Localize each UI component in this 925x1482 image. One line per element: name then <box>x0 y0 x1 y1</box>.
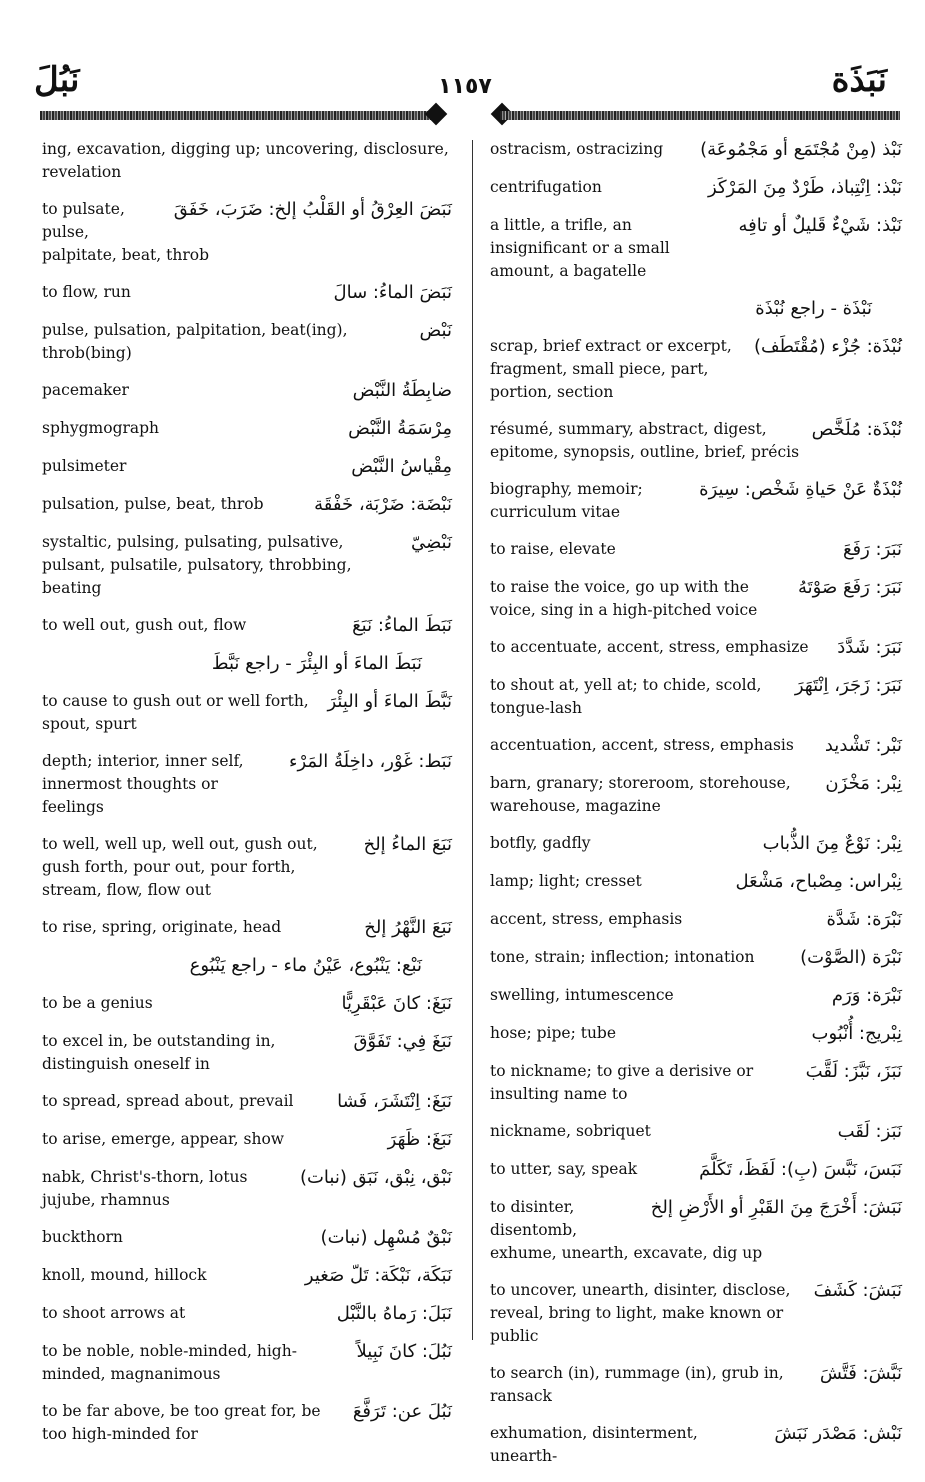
dictionary-entry <box>490 576 902 622</box>
dictionary-entry <box>42 750 452 819</box>
dictionary-entry <box>42 1030 452 1076</box>
english-definition: to shout at, yell at; to chide, scold, tongue-lash <box>490 676 762 717</box>
english-definition: knoll, mound, hillock <box>42 1266 207 1284</box>
english-definition: to shoot arrows at <box>42 1304 186 1322</box>
arabic-headword: نَبَرَ: شَدَّدَ <box>837 637 902 658</box>
arabic-headword: نَبُلَ: كانَ نَبِيلاً <box>356 1341 452 1362</box>
dictionary-entry <box>490 176 902 200</box>
dictionary-entry <box>42 1340 452 1386</box>
arabic-headword: نَبْرَة: شَدَّة <box>826 909 902 930</box>
arabic-headword: نَبَعَ النَّهْرُ إلخ <box>364 917 452 938</box>
dictionary-entry <box>42 138 452 184</box>
arabic-headword: نَبَزَ، نَبَّزَ: لَقَّبَ <box>805 1061 902 1082</box>
arabic-headword: نَبْض <box>419 320 452 341</box>
arabic-headword: نِبْر: مَخْزَن <box>825 773 902 794</box>
english-definition: sphygmograph <box>42 419 160 437</box>
english-definition: résumé, summary, abstract, digest, epitome, synopsis, outline, brief, précis <box>490 420 800 461</box>
dictionary-entry <box>42 493 452 517</box>
english-definition: accentuation, accent, stress, emphasis <box>490 736 794 754</box>
dictionary-entry <box>490 418 902 464</box>
arabic-headword: نَبَرَ: رَفَعَ <box>842 539 902 560</box>
dictionary-entry <box>42 1226 452 1250</box>
english-definition: to be a genius <box>42 994 153 1012</box>
arabic-headword: نَبْر: تَشْديد <box>824 735 902 756</box>
arabic-headword: مِقْياسُ النَّبْض <box>351 456 452 477</box>
ornament-diamond-left <box>425 103 448 126</box>
left-column <box>42 138 452 1460</box>
dictionary-entry <box>42 954 452 978</box>
english-definition: pulsation, pulse, beat, throb <box>42 495 264 513</box>
arabic-headword: نَبَضَ الماءُ: سالَ <box>333 282 452 303</box>
english-definition: hose; pipe; tube <box>490 1024 617 1042</box>
dictionary-entry <box>42 1166 452 1212</box>
dictionary-entry <box>490 870 902 894</box>
right-column <box>490 138 902 1482</box>
arabic-headword: نَبَشَ: كَشَفَ <box>813 1280 902 1301</box>
english-definition: to be noble, noble-minded, high-minded, magnanimous <box>42 1342 297 1383</box>
arabic-headword: نَبَضَ العِرْقُ أو القَلْبُ إلخ: ضَرَبَ، خَفَقَ <box>173 199 452 220</box>
english-definition: accent, stress, emphasis <box>490 910 683 928</box>
arabic-headword: نَبَكَة، نَبْكَة: تَلّ صَغير <box>304 1265 452 1286</box>
english-definition: to utter, say, speak <box>490 1160 638 1178</box>
dictionary-entry <box>490 1279 902 1348</box>
dictionary-entry <box>42 1264 452 1288</box>
arabic-headword: نَبَغَ فِي: تَفَوَّقَ <box>353 1031 452 1052</box>
dictionary-entry <box>42 1128 452 1152</box>
english-definition: swelling, intumescence <box>490 986 674 1004</box>
english-definition: pulse, pulsation, palpitation, beat(ing), throb(bing) <box>42 321 348 362</box>
dictionary-entry <box>42 1090 452 1114</box>
english-definition: to pulsate, pulse, palpitate, beat, throb <box>42 200 210 264</box>
dictionary-entry <box>490 1196 902 1265</box>
arabic-headword: مِرْسَمَةُ النَّبْض <box>348 418 452 439</box>
dictionary-entry <box>42 652 452 676</box>
english-definition: systaltic, pulsing, pulsating, pulsative, pulsant, pulsatile, pulsatory, throbbing, beating <box>42 533 352 597</box>
english-definition: to well out, gush out, flow <box>42 616 247 634</box>
arabic-headword: نِبْراس: مِصْباح، مَشْعَل <box>735 871 902 892</box>
arabic-headword: نَبَسَ، نَبَّسَ (بِ): لَفَظَ، تَكَلَّمَ <box>699 1159 902 1180</box>
arabic-headword: ضابِطَةُ النَّبْض <box>352 380 452 401</box>
english-definition: centrifugation <box>490 178 602 196</box>
dictionary-entry <box>42 992 452 1016</box>
english-definition: to search (in), rummage (in), grub in, ransack <box>490 1364 784 1405</box>
dictionary-entry <box>42 281 452 305</box>
dictionary-entry <box>490 1422 902 1468</box>
dictionary-entry <box>490 478 902 524</box>
arabic-headword: نَبْضِيّ <box>410 532 452 553</box>
header-rule-left <box>40 111 435 120</box>
column-divider <box>472 140 473 1340</box>
english-definition: to accentuate, accent, stress, emphasize <box>490 638 809 656</box>
arabic-headword: نَبَز: لَقَب <box>837 1121 902 1142</box>
dictionary-entry <box>490 1120 902 1144</box>
arabic-headword: نُبْذَة: جُزْء (مُقْتَطَف) <box>754 336 902 357</box>
dictionary-entry <box>42 614 452 638</box>
arabic-headword: نَبْرَة (الصَّوْت) <box>800 947 902 968</box>
arabic-headword: نَبْقٌ مُسْهِل (نبات) <box>320 1227 452 1248</box>
arabic-headword: نِبْريج: أُنْبُوب <box>811 1023 902 1044</box>
dictionary-entry <box>490 335 902 404</box>
english-definition: botfly, gadfly <box>490 834 591 852</box>
dictionary-entry <box>490 138 902 162</box>
arabic-headword: نَبُلَ عن: تَرَفَّعَ <box>352 1401 452 1422</box>
dictionary-entry <box>42 690 452 736</box>
dictionary-entry <box>490 772 902 818</box>
dictionary-entry <box>490 832 902 856</box>
english-definition: to well, well up, well out, gush out, gush forth, pour out, pour forth, stream, flow, flow out <box>42 835 318 899</box>
arabic-headword: نِبْر: نَوْعٌ مِنَ الذُّباب <box>762 833 902 854</box>
arabic-headword: نَبَطَ الماءَ أو البِئْرَ - راجع نَبَّطَ <box>211 653 422 674</box>
dictionary-entry <box>490 214 902 283</box>
english-definition: ostracism, ostracizing <box>490 140 664 158</box>
arabic-headword: نُبْذَةٌ عَنْ حَياةِ شَخْص: سِيرَة <box>699 479 902 500</box>
english-definition: to spread, spread about, prevail <box>42 1092 294 1110</box>
english-definition: pulsimeter <box>42 457 127 475</box>
dictionary-entry <box>42 379 452 403</box>
arabic-headword: نَبَرَ: رَفَعَ صَوْتَهُ <box>797 577 902 598</box>
page-number: ١١٥٧ <box>438 74 492 99</box>
dictionary-entry <box>490 1362 902 1408</box>
english-definition: to cause to gush out or well forth, spout, spurt <box>42 692 309 733</box>
dictionary-entry <box>490 734 902 758</box>
english-definition: scrap, brief extract or excerpt, fragment, small piece, part, portion, section <box>490 337 732 401</box>
english-definition: to flow, run <box>42 283 131 301</box>
arabic-headword: نَبَط: غَوْر، داخِلَةُ المَرْء <box>288 751 452 772</box>
arabic-headword: نَبَطَ الماءُ: نَبَعَ <box>352 615 452 636</box>
dictionary-entry <box>490 297 902 321</box>
english-definition: to be far above, be too great for, be too high-minded for <box>42 1402 321 1443</box>
dictionary-entry <box>42 531 452 600</box>
english-definition: lamp; light; cresset <box>490 872 642 890</box>
english-definition: a little, a trifle, an insignificant or a small amount, a bagatelle <box>490 216 670 280</box>
arabic-headword: نَبَلَ: رَماهُ بالنَّبْل <box>336 1303 452 1324</box>
arabic-headword: نَبْذَة - راجع نُبْذَة <box>755 298 872 319</box>
english-definition: to raise the voice, go up with the voice, sing in a high-pitched voice <box>490 578 758 619</box>
english-definition: to arise, emerge, appear, show <box>42 1130 285 1148</box>
right-guide-word: نَبَذَة <box>831 60 887 100</box>
dictionary-entry <box>42 455 452 479</box>
english-definition: to nickname; to give a derisive or insulting name to <box>490 1062 754 1103</box>
english-definition: depth; interior, inner self, innermost thoughts or feelings <box>42 752 244 816</box>
english-definition: nabk, Christ's-thorn, lotus jujube, rhamnus <box>42 1168 248 1209</box>
arabic-headword: نَبَغَ: كانَ عَبْقَرِيًّا <box>341 993 452 1014</box>
arabic-headword: نَبْق، نِبْق، نَبَق (نبات) <box>299 1167 452 1188</box>
english-definition: to raise, elevate <box>490 540 616 558</box>
arabic-headword: نَبْضَة: ضَرْبَة، خَفْقَة <box>314 494 452 515</box>
english-definition: barn, granary; storeroom, storehouse, warehouse, magazine <box>490 774 791 815</box>
dictionary-entry <box>490 984 902 1008</box>
english-definition: tone, strain; inflection; intonation <box>490 948 755 966</box>
arabic-headword: نَبَشَ: أَخْرَجَ مِنَ القَبْرِ أو الأَرْضِ إلخ <box>650 1197 902 1218</box>
english-definition: to rise, spring, originate, head <box>42 918 282 936</box>
dictionary-entry <box>490 1022 902 1046</box>
dictionary-entry <box>490 636 902 660</box>
arabic-headword: نَبَغَ: ظَهَرَ <box>387 1129 452 1150</box>
dictionary-entry <box>42 198 452 267</box>
dictionary-entry <box>490 1060 902 1106</box>
arabic-headword: نَبْرَة: وَرَم <box>831 985 902 1006</box>
dictionary-entry <box>42 1400 452 1446</box>
dictionary-entry <box>490 538 902 562</box>
arabic-headword: نَبْع: يَنْبُوع، عَيْنُ ماء - راجع يَنْبُوع <box>189 955 422 976</box>
dictionary-entry <box>42 916 452 940</box>
arabic-headword: نَبَعَ الماءُ إلخ <box>363 834 452 855</box>
english-definition: nickname, sobriquet <box>490 1122 651 1140</box>
english-definition: buckthorn <box>42 1228 123 1246</box>
arabic-headword: نَبْذ: اِنْتِباذ، طَرْدٌ مِنَ المَرْكَز <box>708 177 902 198</box>
arabic-headword: نَبْذ: شَيْءٌ قَليلٌ أو تافِه <box>738 215 902 236</box>
arabic-headword: نَبَرَ: زَجَرَ، اِنْتَهَرَ <box>794 675 902 696</box>
header-rule-right <box>500 111 900 120</box>
english-definition: exhumation, disinterment, unearth- <box>490 1424 698 1465</box>
english-definition: pacemaker <box>42 381 129 399</box>
dictionary-entry <box>490 946 902 970</box>
english-definition: to excel in, be outstanding in, distinguish oneself in <box>42 1032 276 1073</box>
dictionary-entry <box>42 417 452 441</box>
arabic-headword: نُبْذَة: مُلَخَّص <box>811 419 902 440</box>
arabic-headword: نَبَغَ: اِنْتَشَرَ، فَشا <box>337 1091 452 1112</box>
arabic-headword: نَبْذ (مِنْ مُجْتَمَع أو مَجْمُوعَة) <box>700 139 902 160</box>
page-header <box>0 0 925 130</box>
dictionary-entry <box>490 674 902 720</box>
dictionary-entry <box>42 833 452 902</box>
english-definition: biography, memoir; curriculum vitae <box>490 480 643 521</box>
dictionary-entry <box>42 319 452 365</box>
left-guide-word: نَبُلَ <box>34 60 80 100</box>
arabic-headword: نَبَّشَ: فَتَّشَ <box>819 1363 902 1384</box>
arabic-headword: نَبَّطَ الماءَ أو البِئْرَ <box>327 691 452 712</box>
english-definition: to uncover, unearth, disinter, disclose, reveal, bring to light, make known or public <box>490 1281 791 1345</box>
dictionary-entry <box>490 1158 902 1182</box>
english-definition: to disinter, disentomb, exhume, unearth, excavate, dig up <box>490 1198 763 1262</box>
dictionary-entry <box>42 1302 452 1326</box>
dictionary-entry <box>490 908 902 932</box>
english-definition: ing, excavation, digging up; uncovering, disclosure, revelation <box>42 140 449 181</box>
arabic-headword: نَبْش: مَصْدَر نَبَشَ <box>774 1423 902 1444</box>
